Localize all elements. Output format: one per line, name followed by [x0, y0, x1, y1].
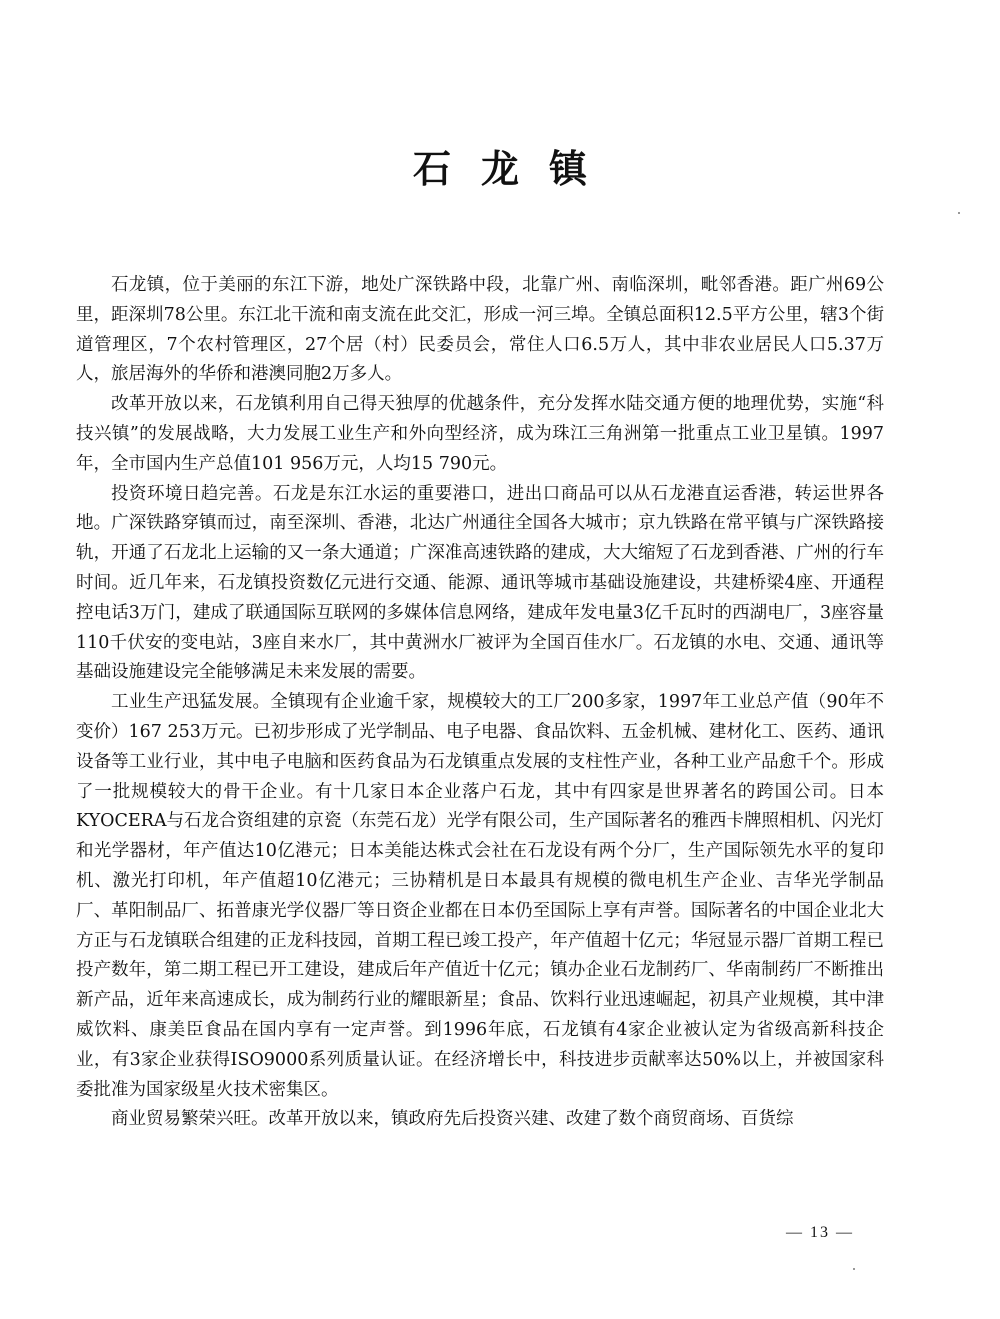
page-title: 石龙镇: [412, 146, 617, 191]
scan-speck: [958, 212, 960, 214]
page-number: — 13 —: [786, 1224, 854, 1241]
paragraph-reform: 改革开放以来，石龙镇利用自己得天独厚的优越条件，充分发挥水陆交通方便的地理优势，实施“科技兴镇”的发展战略，大力发展工业生产和外向型经济，成为珠江三角洲第一批重点工业卫星镇。1997年，全市国内生产总值101 956万元，人均15 790元。: [76, 394, 884, 474]
paragraph-intro: 石龙镇，位于美丽的东江下游，地处广深铁路中段，北靠广州、南临深圳，毗邻香港。距广州69公里，距深圳78公里。东江北干流和南支流在此交汇，形成一河三埠。全镇总面积12.5平方公里，辖3个街道管理区，7个农村管理区，27个居（村）民委员会，常住人口6.5万人，其中非农业居民人口5.37万人，旅居海外的华侨和港澳同胞2万多人。: [76, 275, 884, 385]
paragraph-industry: 工业生产迅猛发展。全镇现有企业逾千家，规模较大的工厂200多家，1997年工业总产值（90年不变价）167 253万元。已初步形成了光学制品、电子电器、食品饮料、五金机械、建材化工、医药、通讯设备等工业行业，其中电子电脑和医药食品为石龙镇重点发展的支柱性产业，各种工业产品愈千个。形成了一批规模较大的骨干企业。有十几家日本企业落户石龙，其中有四家是世界著名的跨国公司。日本KYOCERA与石龙合资组建的京瓷（东莞石龙）光学有限公司，生产国际著名的雅西卡牌照相机、闪光灯和光学器材，年产值达10亿港元；日本美能达株式会社在石龙设有两个分厂，生产国际领先水平的复印机、激光打印机，年产值超10亿港元；三协精机是日本最具有规模的微电机生产企业、吉华光学制品厂、革阳制品厂、拓普康光学仪器厂等日资企业都在日本仍至国际上享有声誉。国际著名的中国企业北大方正与石龙镇联合组建的正龙科技园，首期工程已竣工投产，年产值超十亿元；华冠显示器厂首期工程已投产数年，第二期工程已开工建设，建成后年产值近十亿元；镇办企业石龙制药厂、华南制药厂不断推出新产品，近年来高速成长，成为制药行业的耀眼新星；食品、饮料行业迅速崛起，初具产业规模，其中津威饮料、康美臣食品在国内享有一定声誉。到1996年底，石龙镇有4家企业被认定为省级高新科技企业，有3家企业获得ISO9000系列质量认证。在经济增长中，科技进步贡献率达50%以上，并被国家科委批准为国家级星火技术密集区。: [76, 692, 884, 1100]
paragraph-investment: 投资环境日趋完善。石龙是东江水运的重要港口，进出口商品可以从石龙港直运香港，转运世界各地。广深铁路穿镇而过，南至深圳、香港，北达广州通往全国各大城市；京九铁路在常平镇与广深铁路接轨，开通了石龙北上运输的又一条大通道；广深准高速铁路的建成，大大缩短了石龙到香港、广州的行车时间。近几年来，石龙镇投资数亿元进行交通、能源、通讯等城市基础设施建设，共建桥梁4座、开通程控电话3万门，建成了联通国际互联网的多媒体信息网络，建成年发电量3亿千瓦时的西湖电厂，3座容量110千伏安的变电站，3座自来水厂，其中黄洲水厂被评为全国百佳水厂。石龙镇的水电、交通、通讯等基础设施建设完全能够满足未来发展的需要。: [76, 483, 884, 683]
article-body: [76, 271, 884, 1135]
paragraph-commerce: 商业贸易繁荣兴旺。改革开放以来，镇政府先后投资兴建、改建了数个商贸商场、百货综: [111, 1109, 794, 1130]
scan-speck: [853, 1268, 855, 1270]
